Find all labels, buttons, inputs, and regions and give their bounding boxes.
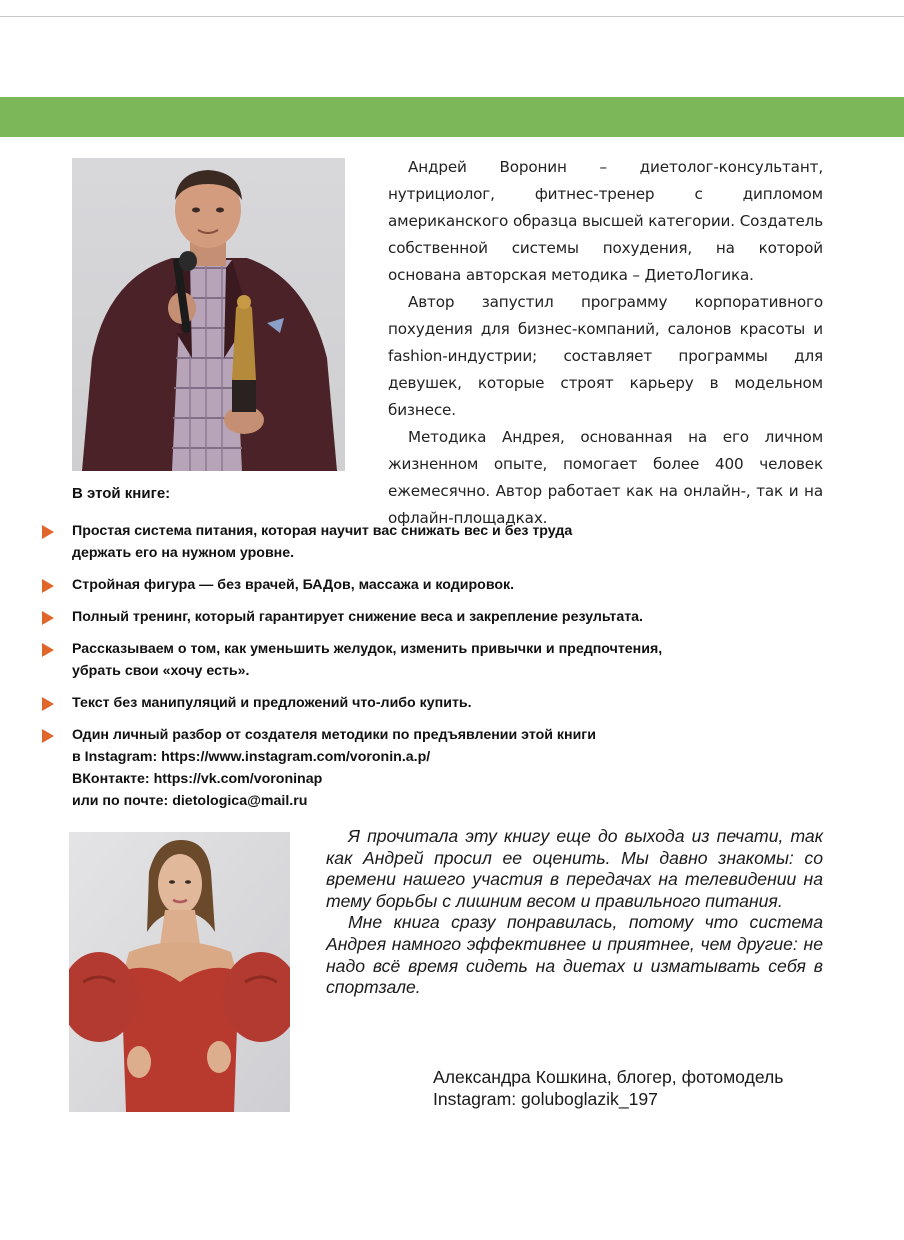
author-bio [388, 154, 823, 532]
vk-link[interactable]: ВКонтакте: https://vk.com/voroninap [72, 771, 323, 787]
features-list [42, 520, 802, 812]
triangle-right-icon [42, 729, 54, 743]
list-item [42, 638, 802, 682]
features-title: В этой книге: [72, 485, 171, 502]
triangle-right-icon [42, 611, 54, 625]
list-item-line: Простая система питания, которая научит вас снижать вес и без труда [72, 523, 573, 539]
triangle-right-icon [42, 525, 54, 539]
email-link[interactable]: или по почте: dietologica@mail.ru [72, 793, 308, 809]
list-item [42, 692, 802, 714]
list-item-line: убрать свои «хочу есть». [72, 663, 250, 679]
signature-name: Александра Кошкина, блогер, фотомодель [433, 1067, 784, 1087]
quote-paragraph: Мне книга сразу понравилась, потому что система Андрея намного эффективнее и приятнее, чем другие: не надо всё время сидеть на диетах и изматывать себя в спортзале. [326, 912, 823, 998]
top-rule [0, 16, 904, 17]
list-item [42, 574, 802, 596]
list-item-line: Стройная фигура — без врачей, БАДов, массажа и кодировок. [72, 577, 515, 593]
list-item [42, 520, 802, 564]
bio-paragraph: Андрей Воронин – диетолог-консультант, нутрициолог, фитнес-тренер с дипломом американского образца высшей категории. Создатель собственной системы похудения, на которой основана авторская методика – ДиетоЛогика. [388, 158, 823, 284]
list-item-line: Полный тренинг, который гарантирует снижение веса и закрепление результата. [72, 609, 644, 625]
list-item-line: Один личный разбор от создателя методики по предъявлении этой книги [72, 727, 596, 743]
signature-instagram: Instagram: goluboglazik_197 [433, 1089, 658, 1109]
list-item-line: держать его на нужном уровне. [72, 545, 295, 561]
header-band [0, 97, 904, 137]
triangle-right-icon [42, 697, 54, 711]
instagram-link[interactable]: в Instagram: https://www.instagram.com/voronin.a.p/ [72, 749, 431, 765]
author-photo [72, 158, 345, 471]
bio-paragraph: Автор запустил программу корпоративного похудения для бизнес-компаний, салонов красоты и fashion-индустрии; составляет программы для девушек, которые строят карьеру в модельном бизнесе. [388, 293, 823, 419]
list-item [42, 724, 802, 812]
quote-paragraph: Я прочитала эту книгу еще до выхода из печати, так как Андрей просил ее оценить. Мы давно знакомы: со времени нашего участия в передачах на телевидении на тему борьбы с лишним весом и правильного питания. [326, 826, 823, 911]
triangle-right-icon [42, 579, 54, 593]
testimonial-signature [433, 1066, 783, 1110]
list-item [42, 606, 802, 628]
list-item-line: Рассказываем о том, как уменьшить желудок, изменить привычки и предпочтения, [72, 641, 663, 657]
bio-paragraph: Методика Андрея, основанная на его личном жизненном опыте, помогает более 400 человек ежемесячно. Автор работает как на онлайн-, так и на офлайн-площадках. [388, 428, 823, 527]
triangle-right-icon [42, 643, 54, 657]
testimonial-quote [326, 826, 823, 999]
list-item-line: Текст без манипуляций и предложений что-либо купить. [72, 695, 472, 711]
blogger-photo [69, 832, 290, 1112]
